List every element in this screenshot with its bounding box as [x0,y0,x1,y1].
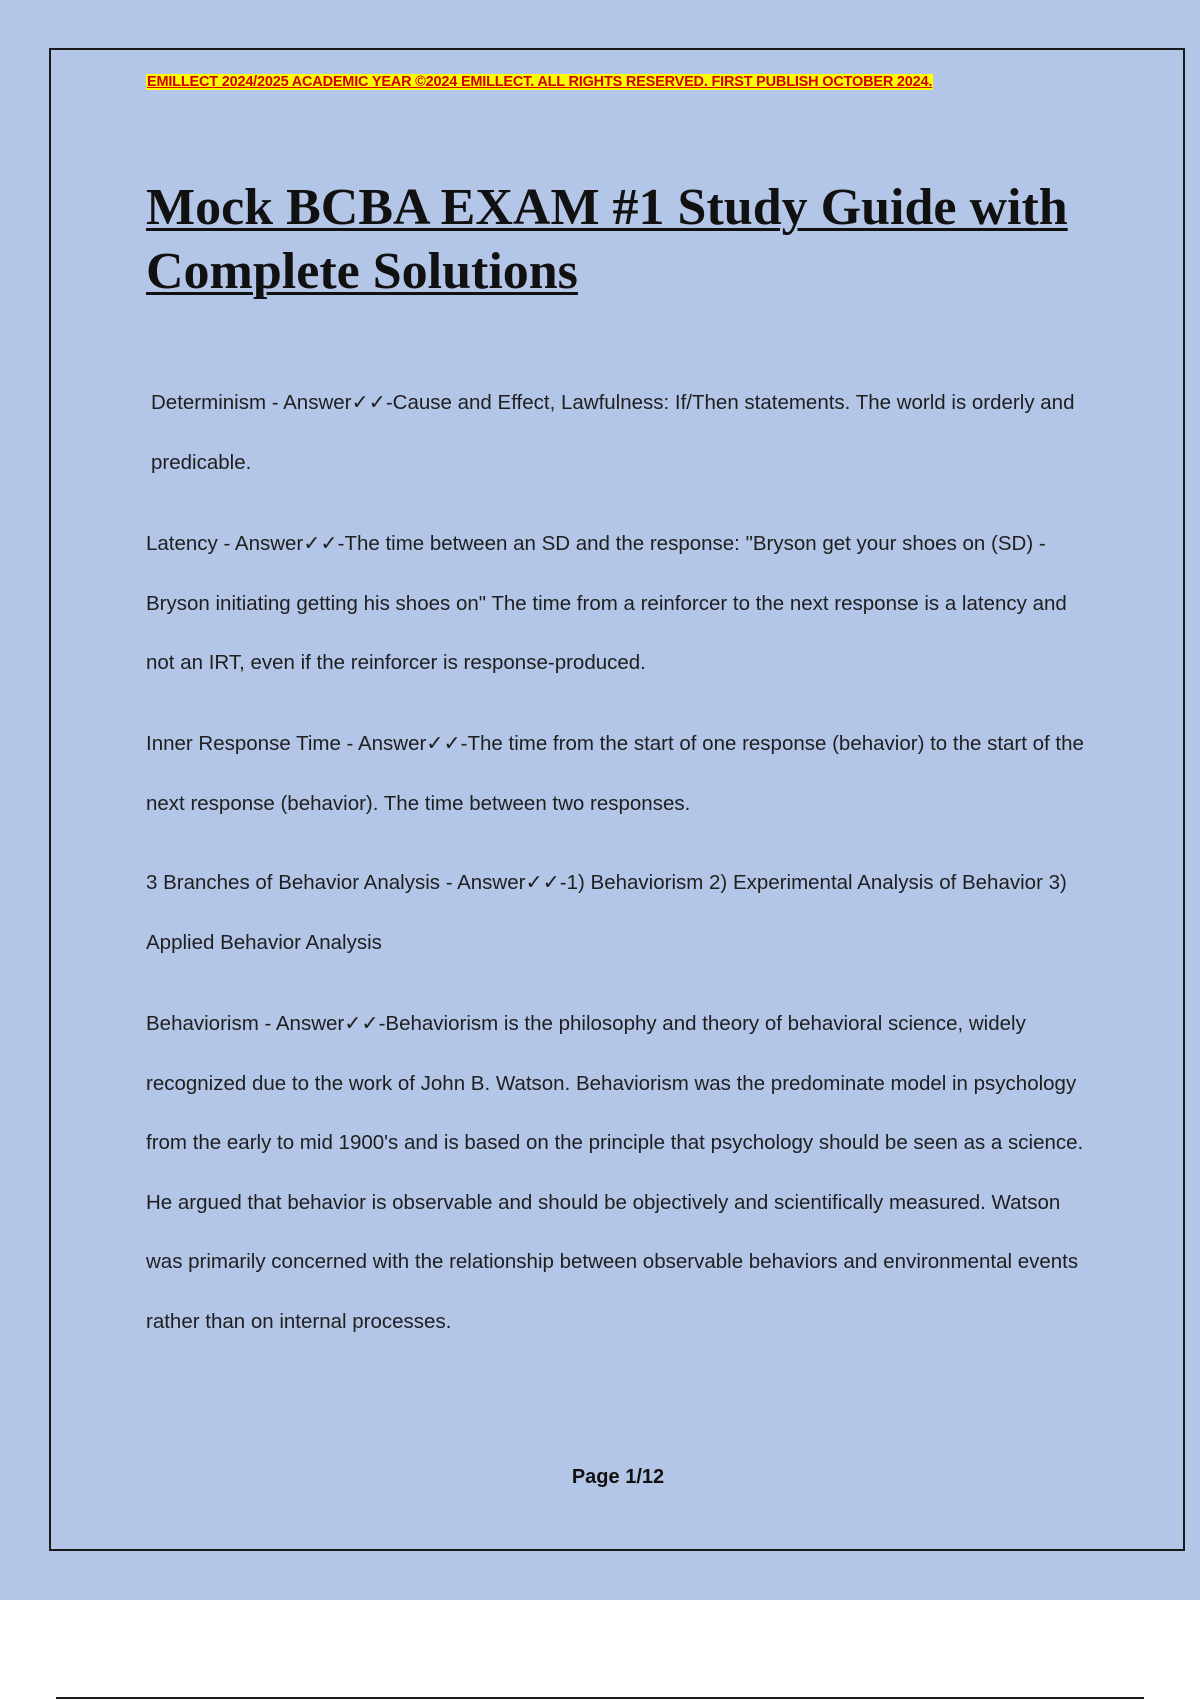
qa-separator: - Answer✓✓- [217,532,345,555]
qa-entry-behaviorism [146,994,1096,1351]
qa-term: Behaviorism [146,1012,259,1035]
qa-answer: The time from the start of one response (behavior) to the start of the next response (behavior). The time between two responses. [146,732,1084,815]
qa-term: 3 Branches of Behavior Analysis [146,871,440,894]
divider [56,1697,1144,1699]
qa-answer: Cause and Effect, Lawfulness: If/Then statements. The world is orderly and predicable. [151,391,1075,474]
qa-answer: Behaviorism is the philosophy and theory of behavioral science, widely recognized due to the work of John B. Watson. Behaviorism was the predominate model in psychology from the early to mid 1900's and is based on the principle that psychology should be seen as a science. He argued that behavior is observable and should be objectively and scientifically measured. Watson was primarily concerned with the relationship between observable behaviors and environmental events rather than on internal processes. [146,1012,1084,1333]
qa-entry-branches [146,853,1096,972]
qa-answer: The time between an SD and the response: "Bryson get your shoes on (SD) - Bryson initiating getting his shoes on" The time from a reinforcer to the next response is a latency and not an IRT, even if the reinforcer is response-produced. [146,532,1067,674]
qa-term: Latency [146,532,218,555]
qa-separator: - Answer✓✓- [440,871,567,894]
qa-entry-determinism [146,373,1096,492]
qa-answer: 1) Behaviorism 2) Experimental Analysis of Behavior 3) Applied Behavior Analysis [146,871,1067,954]
qa-separator: - Answer✓✓- [258,1012,386,1035]
qa-entry-latency [146,514,1096,693]
qa-term: Determinism [151,391,267,414]
page-number: Page 1/12 [571,1466,665,1488]
qa-separator: - Answer✓✓- [266,391,393,414]
qa-separator: - Answer✓✓- [340,732,468,755]
qa-term: Inner Response Time [146,732,341,755]
document-title: Mock BCBA EXAM #1 Study Guide with Complete Solutions [146,179,1068,300]
qa-entry-inner-response-time [146,714,1096,833]
copyright-notice: EMILLECT 2024/2025 ACADEMIC YEAR ©2024 EMILLECT. ALL RIGHTS RESERVED. FIRST PUBLISH OCTOBER 2024. [147,74,933,90]
